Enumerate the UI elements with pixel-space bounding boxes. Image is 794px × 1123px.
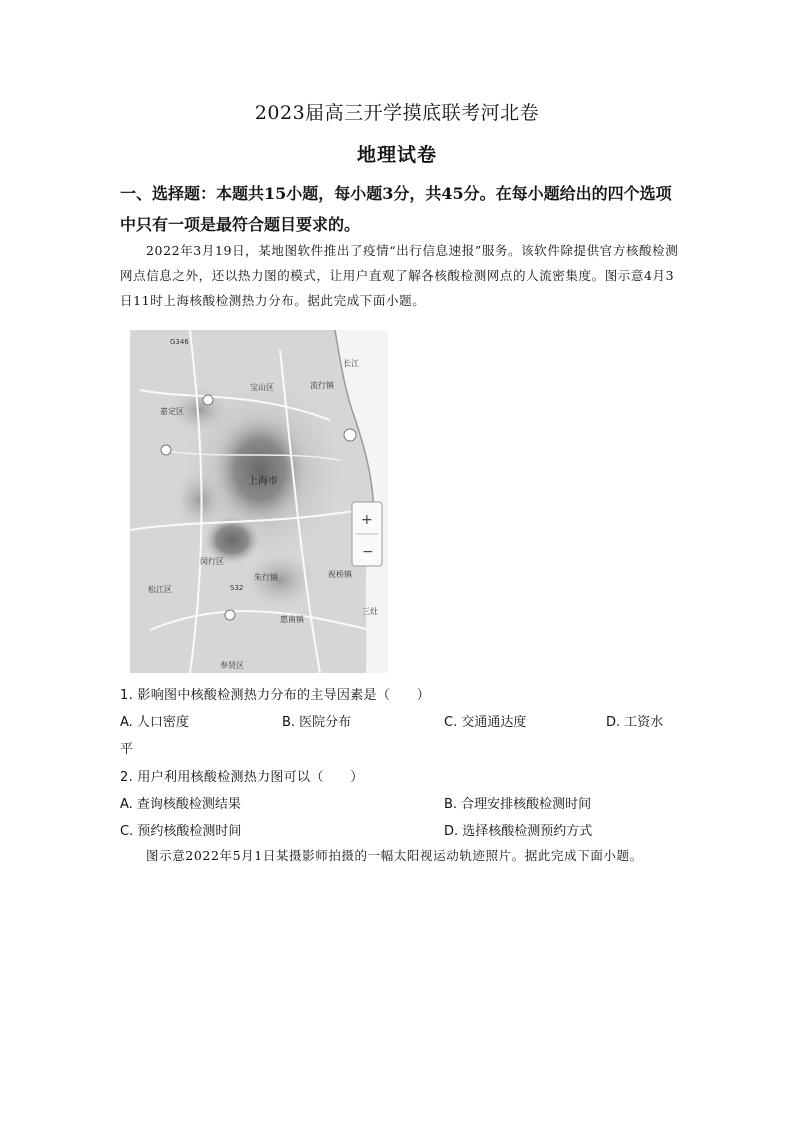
- heat-west: [174, 470, 226, 530]
- q1-option-b: B. 医院分布: [282, 715, 352, 730]
- q1-option-d: D. 工资水: [606, 715, 664, 730]
- heatmap-figure: [130, 330, 388, 673]
- heatmap-svg: [130, 330, 388, 673]
- exam-title: 2023届高三开学摸底联考河北卷: [254, 102, 540, 124]
- zoom-out-icon[interactable]: −: [362, 544, 374, 560]
- zoom-control[interactable]: [352, 502, 382, 566]
- map-label: 长江: [343, 359, 359, 368]
- map-marker-icon: [225, 610, 235, 620]
- q1-option-c: C. 交通通达度: [444, 715, 527, 730]
- q2-option-d: D. 选择核酸检测预约方式: [444, 824, 593, 839]
- map-label: 三灶: [362, 607, 378, 616]
- map-label: 嘉定区: [160, 407, 184, 416]
- map-label: 闵行区: [200, 557, 224, 566]
- map-label: 上海市: [248, 476, 278, 487]
- map-label: 松江区: [148, 585, 172, 594]
- question-2-stem: 2. 用户利用核酸检测热力图可以（ ）: [120, 770, 364, 785]
- map-marker-icon: [161, 445, 171, 455]
- map-label: G346: [170, 338, 189, 346]
- map-label: 奉贤区: [220, 661, 244, 670]
- map-label: 流行镇: [310, 381, 334, 390]
- section-heading: 一、选择题：本题共15小题，每小题3分，共45分。在每小题给出的四个选项中只有一项是最符合题目要求的。: [120, 184, 672, 234]
- zoom-in-icon[interactable]: +: [361, 512, 373, 528]
- q2-option-a: A. 查询核酸检测结果: [120, 797, 241, 812]
- intro-paragraph: 2022年3月19日，某地图软件推出了疫情“出行信息速报”服务。该软件除提供官方核酸检测网点信息之外，还以热力图的模式，让用户直观了解各核酸检测网点的人流密集度。图示意4月3日11时上海核酸检测热力分布。据此完成下面小题。: [120, 243, 679, 308]
- q2-option-b: B. 合理安排核酸检测时间: [444, 797, 592, 812]
- exam-subtitle: 地理试卷: [356, 144, 437, 166]
- q1-option-d-overflow: 平: [120, 742, 134, 757]
- intro-paragraph-2: 图示意2022年5月1日某摄影师拍摄的一幅太阳视运动轨迹照片。据此完成下面小题。: [146, 848, 643, 863]
- map-marker-icon: [203, 395, 213, 405]
- map-label: 宝山区: [250, 383, 274, 392]
- q1-option-a: A. 人口密度: [120, 715, 189, 730]
- q2-option-c: C. 预约核酸检测时间: [120, 824, 242, 839]
- map-label: 祝桥镇: [328, 570, 352, 579]
- map-label: 惠南镇: [280, 615, 304, 624]
- question-1-stem: 1. 影响图中核酸检测热力分布的主导因素是（ ）: [120, 688, 431, 703]
- map-label: 朱行镇: [254, 573, 278, 582]
- map-marker-icon: [344, 429, 356, 441]
- map-label: S32: [230, 584, 244, 592]
